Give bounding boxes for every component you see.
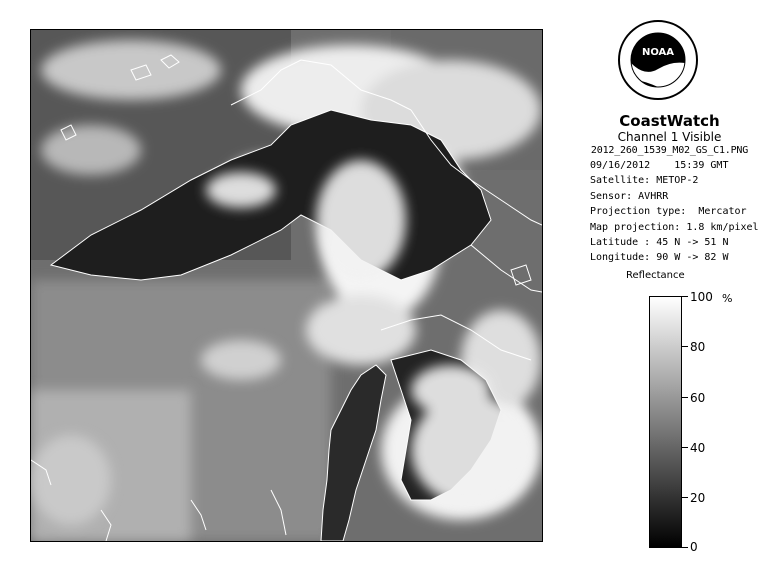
- noaa-logo-text: NOAA: [641, 47, 675, 58]
- acquisition-datetime: 09/16/2012 15:39 GMT: [590, 160, 729, 171]
- file-name: 2012_260_1539_M02_GS_C1.PNG: [590, 145, 749, 156]
- sensor-label: Sensor: AVHRR: [590, 190, 669, 202]
- legend-unit: %: [722, 292, 733, 305]
- colorbar-tick-label: 0: [690, 540, 698, 554]
- latitude-label: Latitude : 45 N -> 51 N: [590, 237, 729, 249]
- colorbar-tick: [682, 346, 688, 347]
- satellite-image: [30, 29, 543, 542]
- colorbar-tick: [682, 447, 688, 448]
- legend-title: Reflectance: [626, 270, 685, 281]
- colorbar-tick: [682, 497, 688, 498]
- satellite-label: Satellite: METOP-2: [590, 175, 699, 187]
- colorbar-tick-label: 60: [690, 391, 706, 405]
- colorbar-tick: [682, 547, 688, 548]
- colorbar-tick-label: 40: [690, 441, 706, 455]
- colorbar-tick: [682, 296, 688, 297]
- noaa-logo: [617, 19, 699, 101]
- colorbar-tick-label: 20: [690, 491, 706, 505]
- info-panel: [562, 113, 777, 266]
- colorbar-tick: [682, 397, 688, 398]
- reflectance-colorbar: [649, 296, 682, 548]
- map-projection-label: Map projection: 1.8 km/pixel: [590, 221, 759, 233]
- channel-subtitle: Channel 1 Visible: [617, 130, 722, 144]
- colorbar-tick-label: 100: [690, 290, 713, 304]
- longitude-label: Longitude: 90 W -> 82 W: [590, 252, 729, 264]
- projection-type-label: Projection type: Mercator: [590, 206, 747, 218]
- colorbar-tick-label: 80: [690, 340, 706, 354]
- app-title: CoastWatch: [619, 112, 720, 130]
